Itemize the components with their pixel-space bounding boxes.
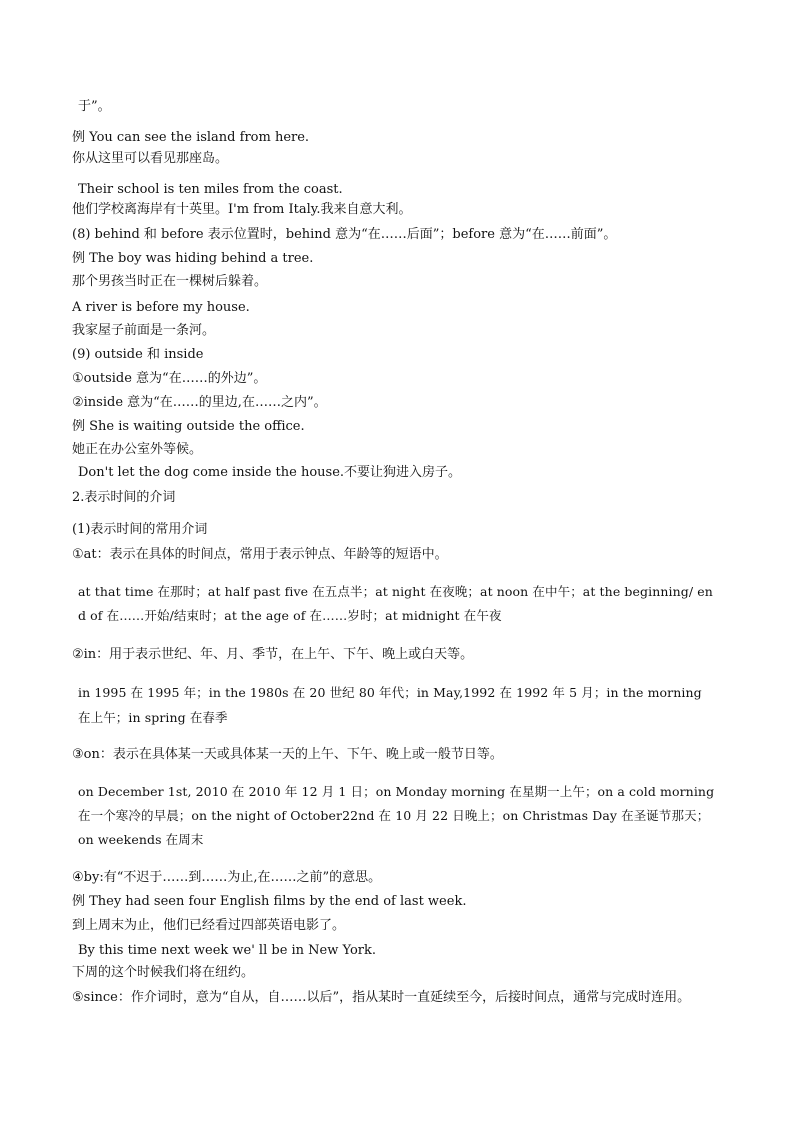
text-line: 我家屋子前面是一条河。 bbox=[72, 323, 216, 338]
text-line: ②in：用于表示世纪、年、月、季节，在上午、下午、晚上或白天等。 bbox=[72, 647, 474, 662]
text-line: 例 She is waiting outside the office. bbox=[72, 419, 305, 434]
text-line: ③on：表示在具体某一天或具体某一天的上午、下午、晚上或一般节日等。 bbox=[72, 747, 503, 762]
text-line: ②inside 意为“在……的里边,在……之内”。 bbox=[72, 395, 327, 410]
text-line: Don't let the dog come inside the house.不要让狗进入房子。 bbox=[78, 465, 462, 480]
text-line: in 1995 在 1995 年；in the 1980s 在 20 世纪 80 年代；in May,1992 在 1992 年 5 月；in the morning bbox=[78, 685, 702, 700]
text-line: 那个男孩当时正在一棵树后躲着。 bbox=[72, 274, 268, 289]
text-line: A river is before my house. bbox=[72, 300, 250, 315]
text-line: 下周的这个时候我们将在纽约。 bbox=[72, 965, 255, 980]
text-line: 例 They had seen four English films by the end of last week. bbox=[72, 894, 467, 909]
text-line: 到上周末为止，他们已经看过四部英语电影了。 bbox=[72, 918, 346, 933]
text-line: ①outside 意为“在……的外边”。 bbox=[72, 371, 267, 386]
text-line: on December 1st, 2010 在 2010 年 12 月 1 日；on Monday morning 在星期一上午；on a cold morning bbox=[78, 784, 715, 799]
text-line: By this time next week we' ll be in New York. bbox=[78, 943, 377, 958]
text-line: ④by:有“不迟于……到……为止,在……之前”的意思。 bbox=[72, 870, 382, 885]
text-line: 你从这里可以看见那座岛。 bbox=[72, 151, 229, 166]
subsection-heading: (1)表示时间的常用介词 bbox=[72, 522, 208, 537]
text-line: 在上午；in spring 在春季 bbox=[78, 710, 228, 725]
section-heading: 2.表示时间的介词 bbox=[72, 490, 176, 505]
text-line: 在一个寒冷的早晨；on the night of October22nd 在 10 月 22 日晚上；on Christmas Day 在圣诞节那天； bbox=[78, 808, 710, 823]
text-line: ①at：表示在具体的时间点，常用于表示钟点、年龄等的短语中。 bbox=[72, 547, 448, 562]
text-line: 他们学校离海岸有十英里。I'm from Italy.我来自意大利。 bbox=[72, 202, 412, 217]
text-line: (9) outside 和 inside bbox=[72, 347, 204, 362]
text-line: ⑤since：作介词时，意为“自从，自……以后”，指从某时一直延续至今，后接时间点，通常与完成时连用。 bbox=[72, 990, 691, 1005]
text-line: 她正在办公室外等候。 bbox=[72, 442, 203, 457]
text-line: at that time 在那时；at half past five 在五点半；at night 在夜晚；at noon 在中午；at the beginning/ en bbox=[78, 584, 713, 599]
text-line: d of 在……开始/结束时；at the age of 在……岁时；at midnight 在午夜 bbox=[78, 608, 502, 623]
text-line: on weekends 在周末 bbox=[78, 832, 204, 847]
text-line: Their school is ten miles from the coast. bbox=[78, 182, 343, 197]
text-line: 于”。 bbox=[78, 99, 111, 114]
text-line: 例 You can see the island from here. bbox=[72, 130, 310, 145]
text-line: 例 The boy was hiding behind a tree. bbox=[72, 251, 314, 266]
text-line: (8) behind 和 before 表示位置时，behind 意为“在……后面”；before 意为“在……前面”。 bbox=[72, 227, 617, 242]
